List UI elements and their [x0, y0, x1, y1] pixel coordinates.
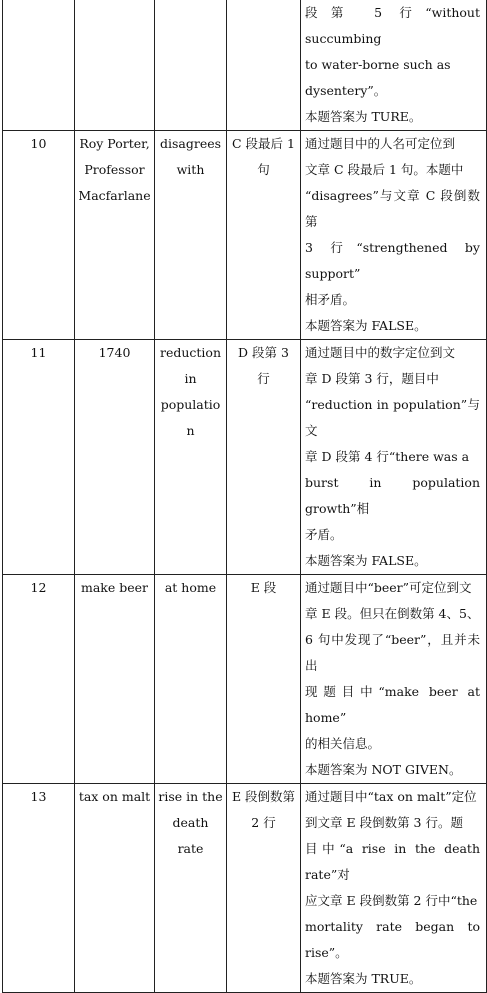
explanation-line: 章 D 段第 3 行，题目中: [305, 371, 439, 386]
question-number-cell: 13: [3, 784, 75, 993]
location-cell: C 段最后 1 句: [227, 131, 301, 340]
explanation-line: 段第 5 行“without succumbing: [305, 5, 480, 46]
explanation-line: 通过题目中的数字定位到文: [305, 345, 456, 360]
table-row: [3, 784, 487, 993]
explanation-line: 目中“a rise in the death rate”对: [305, 841, 480, 882]
explanation-line: 章 E 段。但只在倒数第 4、5、: [305, 606, 480, 621]
explanation-line: 相矛盾。: [305, 292, 356, 307]
explanation-line: 通过题目中的人名可定位到: [305, 136, 456, 151]
explanation-cell: [301, 784, 487, 993]
explanation-line: 3 行“strengthened by support”: [305, 240, 480, 281]
phrase-cell: [155, 0, 227, 131]
explanation-line: burst in population growth”相: [305, 475, 480, 516]
location-cell: E 段倒数第 2 行: [227, 784, 301, 993]
explanation-line: mortality rate began to rise”。: [305, 919, 480, 960]
explanation-line: 6 句中发现了“beer”，且并未出: [305, 632, 480, 673]
table-row: [3, 0, 487, 131]
explanation-line: 通过题目中“beer”可定位到文: [305, 580, 472, 595]
explanation-line: to water-borne such as: [305, 57, 451, 72]
explanation-line: 文章 C 段最后 1 句。本题中: [305, 162, 464, 177]
table-row: [3, 340, 487, 575]
explanation-cell: [301, 340, 487, 575]
explanation-line: 本题答案为 NOT GIVEN。: [305, 762, 462, 777]
explanation-line: 现题目中“make beer at home”: [305, 684, 480, 725]
explanation-line: 本题答案为 TRUE。: [305, 971, 422, 986]
explanation-cell: [301, 0, 487, 131]
location-cell: E 段: [227, 575, 301, 784]
location-cell: [227, 0, 301, 131]
question-number-cell: 11: [3, 340, 75, 575]
keyword-cell: 1740: [75, 340, 155, 575]
explanation-cell: [301, 131, 487, 340]
phrase-cell: disagrees with: [155, 131, 227, 340]
explanation-line: 应文章 E 段倒数第 2 行中“the: [305, 893, 478, 908]
table-row: [3, 131, 487, 340]
keyword-cell: make beer: [75, 575, 155, 784]
explanation-line: 通过题目中“tax on malt”定位: [305, 789, 477, 804]
explanation-line: “reduction in population”与文: [305, 397, 480, 438]
explanation-line: 本题答案为 FALSE。: [305, 553, 427, 568]
question-number-cell: [3, 0, 75, 131]
keyword-cell: tax on malt: [75, 784, 155, 993]
phrase-cell: rise in the death rate: [155, 784, 227, 993]
phrase-cell: reduction in population: [155, 340, 227, 575]
explanation-line: 本题答案为 FALSE。: [305, 318, 427, 333]
explanation-line: dysentery”。: [305, 83, 387, 98]
keyword-cell: Roy Porter, Professor Macfarlane: [75, 131, 155, 340]
answer-table: [2, 0, 487, 993]
phrase-cell: at home: [155, 575, 227, 784]
explanation-line: 本题答案为 TURE。: [305, 109, 422, 124]
explanation-line: 的相关信息。: [305, 736, 381, 751]
table-row: [3, 575, 487, 784]
explanation-line: “disagrees”与文章 C 段倒数第: [305, 188, 480, 229]
explanation-line: 矛盾。: [305, 527, 343, 542]
question-number-cell: 10: [3, 131, 75, 340]
question-number-cell: 12: [3, 575, 75, 784]
location-cell: D 段第 3 行: [227, 340, 301, 575]
explanation-cell: [301, 575, 487, 784]
explanation-line: 章 D 段第 4 行“there was a: [305, 449, 470, 464]
explanation-line: 到文章 E 段倒数第 3 行。题: [305, 815, 463, 830]
keyword-cell: [75, 0, 155, 131]
